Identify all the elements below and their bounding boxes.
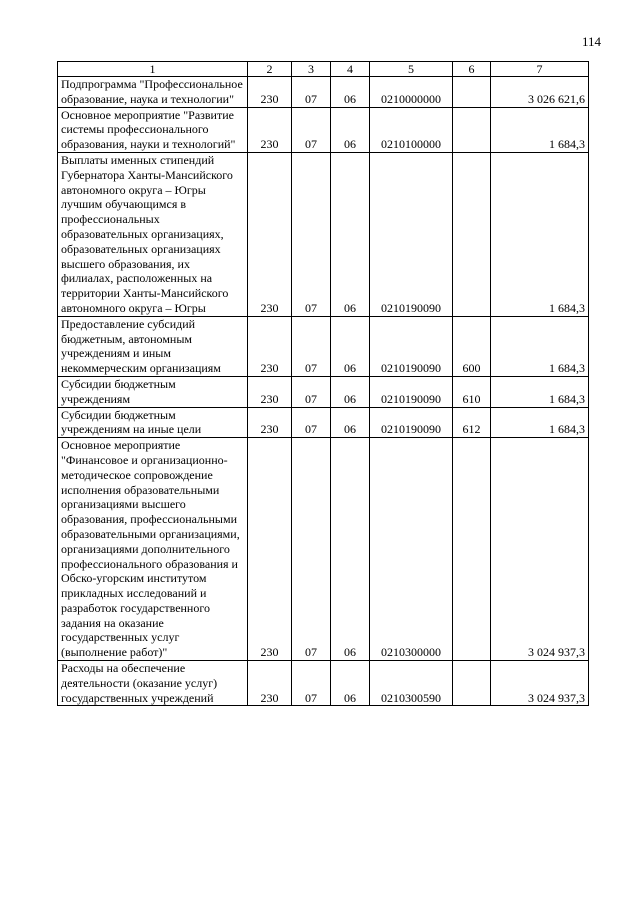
row-subsection: 06 [331,407,370,438]
table-row [58,438,589,661]
table-row [58,376,589,407]
row-expense-type [453,107,491,152]
row-section: 07 [292,316,331,376]
column-header: 2 [248,62,292,77]
row-expense-type [453,77,491,108]
row-amount: 1 684,3 [491,152,589,316]
row-name: Субсидии бюджетным учреждениям на иные цели [58,407,248,438]
table-row [58,407,589,438]
row-subsection: 06 [331,107,370,152]
page-number: 114 [581,34,601,49]
row-amount: 3 024 937,3 [491,438,589,661]
row-subsection: 06 [331,77,370,108]
row-admin-code: 230 [248,438,292,661]
row-section: 07 [292,77,331,108]
table-row [58,316,589,376]
row-name: Выплаты именных стипендий Губернатора Ханты-Мансийского автономного округа – Югры лучшим обучающимся в профессиональных образовательных организациях, образовательных организациях высшего образования, их филиалах, расположенных на территории Ханты-Мансийского автономного округа – Югры [58,152,248,316]
row-section: 07 [292,376,331,407]
row-target-code: 0210300000 [370,438,453,661]
row-subsection: 06 [331,661,370,706]
row-name: Подпрограмма "Профессиональное образование, наука и технологии" [58,77,248,108]
row-section: 07 [292,407,331,438]
table-row [58,661,589,706]
row-name: Предоставление субсидий бюджетным, автономным учреждениям и иным некоммерческим организациям [58,316,248,376]
row-target-code: 0210300590 [370,661,453,706]
header-row [58,62,589,77]
row-target-code: 0210100000 [370,107,453,152]
row-admin-code: 230 [248,77,292,108]
row-name: Основное мероприятие "Финансовое и организационно-методическое сопровождение исполнения образовательными организациями высшего образования, профессиональными образовательными организациями, организациями дополнительного профессионального образования и Обско-угорским институтом прикладных исследований и разработок государственного задания на оказание государственных услуг (выполнение работ)" [58,438,248,661]
row-target-code: 0210190090 [370,376,453,407]
row-subsection: 06 [331,376,370,407]
row-amount: 1 684,3 [491,107,589,152]
row-section: 07 [292,107,331,152]
row-amount: 3 026 621,6 [491,77,589,108]
table-row [58,107,589,152]
row-name: Субсидии бюджетным учреждениям [58,376,248,407]
column-header: 1 [58,62,248,77]
row-section: 07 [292,661,331,706]
column-header: 3 [292,62,331,77]
budget-table [57,61,589,706]
row-admin-code: 230 [248,661,292,706]
row-amount: 3 024 937,3 [491,661,589,706]
row-admin-code: 230 [248,107,292,152]
row-admin-code: 230 [248,316,292,376]
row-admin-code: 230 [248,152,292,316]
row-name: Основное мероприятие "Развитие системы профессионального образования, науки и технологий" [58,107,248,152]
row-amount: 1 684,3 [491,316,589,376]
column-header: 4 [331,62,370,77]
row-amount: 1 684,3 [491,407,589,438]
row-name: Расходы на обеспечение деятельности (оказание услуг) государственных учреждений [58,661,248,706]
row-target-code: 0210190090 [370,316,453,376]
row-target-code: 0210000000 [370,77,453,108]
row-subsection: 06 [331,316,370,376]
row-expense-type [453,438,491,661]
row-expense-type [453,152,491,316]
column-header: 6 [453,62,491,77]
row-expense-type: 600 [453,316,491,376]
table-row [58,77,589,108]
row-amount: 1 684,3 [491,376,589,407]
row-section: 07 [292,152,331,316]
row-section: 07 [292,438,331,661]
row-expense-type: 610 [453,376,491,407]
row-subsection: 06 [331,152,370,316]
column-header: 5 [370,62,453,77]
table-row [58,152,589,316]
row-admin-code: 230 [248,407,292,438]
row-target-code: 0210190090 [370,152,453,316]
row-subsection: 06 [331,438,370,661]
column-header: 7 [491,62,589,77]
row-expense-type: 612 [453,407,491,438]
row-target-code: 0210190090 [370,407,453,438]
row-expense-type [453,661,491,706]
row-admin-code: 230 [248,376,292,407]
